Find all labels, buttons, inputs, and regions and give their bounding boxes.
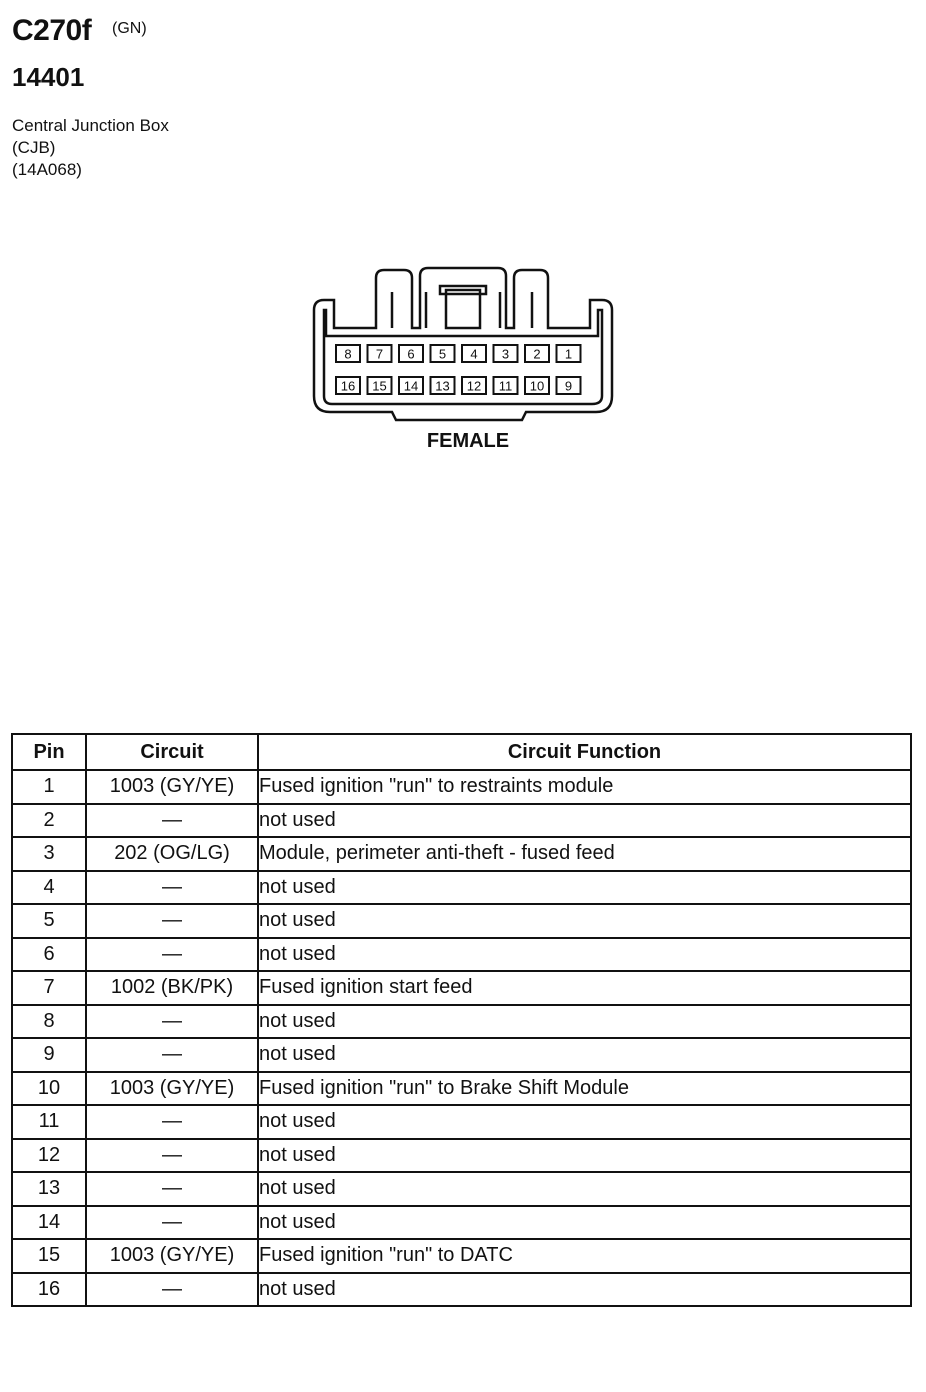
table-header-row <box>12 734 911 770</box>
function-cell: not used <box>258 1005 911 1039</box>
table-row <box>12 1239 911 1273</box>
circuit-cell: — <box>86 1139 258 1173</box>
circuit-cell: — <box>86 1038 258 1072</box>
pin-number-label: 8 <box>344 346 352 362</box>
circuit-cell: — <box>86 938 258 972</box>
table-row <box>12 770 911 804</box>
function-cell: Fused ignition start feed <box>258 971 911 1005</box>
pin-number-label: 11 <box>498 378 513 394</box>
table-row <box>12 837 911 871</box>
pin-number-label: 5 <box>438 346 447 362</box>
connector-id: C270f <box>12 14 92 47</box>
pin-number-label: 7 <box>375 346 384 362</box>
circuit-cell: — <box>86 1105 258 1139</box>
pin-cell: 12 <box>12 1139 86 1173</box>
connector-gender-label: FEMALE <box>426 430 510 452</box>
pin-cell: 10 <box>12 1072 86 1106</box>
table-row <box>12 871 911 905</box>
pin-number-label: 3 <box>501 346 510 362</box>
pin-number-label: 12 <box>466 378 482 394</box>
table-row <box>12 1139 911 1173</box>
pin-cell: 7 <box>12 971 86 1005</box>
function-cell: Module, perimeter anti-theft - fused feed <box>258 837 911 871</box>
pin-number-label: 4 <box>470 346 478 362</box>
circuit-cell: 1003 (GY/YE) <box>86 1239 258 1273</box>
table-row <box>12 1105 911 1139</box>
pin-cell: 2 <box>12 804 86 838</box>
column-header-pin: Pin <box>12 734 86 770</box>
function-cell: not used <box>258 938 911 972</box>
pin-cell: 5 <box>12 904 86 938</box>
circuit-cell: 202 (OG/LG) <box>86 837 258 871</box>
pin-number-label: 15 <box>372 378 387 394</box>
function-cell: not used <box>258 904 911 938</box>
pin-number-label: 1 <box>564 346 573 362</box>
table-row <box>12 1038 911 1072</box>
pin-cell: 13 <box>12 1172 86 1206</box>
table-row <box>12 1172 911 1206</box>
table-row <box>12 904 911 938</box>
circuit-cell: 1002 (BK/PK) <box>86 971 258 1005</box>
pin-cell: 11 <box>12 1105 86 1139</box>
function-cell: not used <box>258 871 911 905</box>
pin-cell: 4 <box>12 871 86 905</box>
pin-cell: 1 <box>12 770 86 804</box>
column-header-circuit-function: Circuit Function <box>258 734 911 770</box>
color-code: (GN) <box>112 20 147 37</box>
circuit-cell: — <box>86 1206 258 1240</box>
circuit-cell: — <box>86 804 258 838</box>
function-cell: not used <box>258 1273 911 1307</box>
pinout-table <box>11 733 912 1307</box>
function-cell: Fused ignition "run" to DATC <box>258 1239 911 1273</box>
table-row <box>12 938 911 972</box>
column-header-circuit: Circuit <box>86 734 258 770</box>
function-cell: not used <box>258 1139 911 1173</box>
circuit-cell: 1003 (GY/YE) <box>86 770 258 804</box>
circuit-cell: — <box>86 871 258 905</box>
table-row <box>12 1206 911 1240</box>
description-line: (CJB) <box>12 138 56 157</box>
pin-cell: 16 <box>12 1273 86 1307</box>
pin-cell: 15 <box>12 1239 86 1273</box>
description-line: (14A068) <box>12 160 82 179</box>
circuit-cell: 1003 (GY/YE) <box>86 1072 258 1106</box>
circuit-cell: — <box>86 1172 258 1206</box>
pin-number-label: 2 <box>533 346 541 362</box>
connector-diagram <box>300 262 630 428</box>
circuit-cell: — <box>86 1273 258 1307</box>
pin-cell: 6 <box>12 938 86 972</box>
pin-cell: 9 <box>12 1038 86 1072</box>
table-row <box>12 804 911 838</box>
pin-number-label: 16 <box>340 378 356 394</box>
function-cell: not used <box>258 804 911 838</box>
circuit-cell: — <box>86 1005 258 1039</box>
table-row <box>12 1273 911 1307</box>
pin-cell: 8 <box>12 1005 86 1039</box>
pin-number-label: 14 <box>403 378 419 394</box>
pin-number-label: 13 <box>435 378 450 394</box>
function-cell: not used <box>258 1206 911 1240</box>
table-row <box>12 1005 911 1039</box>
pin-number-label: 9 <box>564 378 573 394</box>
function-cell: Fused ignition "run" to restraints module <box>258 770 911 804</box>
table-row <box>12 1072 911 1106</box>
pin-cell: 3 <box>12 837 86 871</box>
function-cell: not used <box>258 1038 911 1072</box>
circuit-cell: — <box>86 904 258 938</box>
pin-number-label: 10 <box>529 378 545 394</box>
table-row <box>12 971 911 1005</box>
pin-number-label: 6 <box>407 346 415 362</box>
function-cell: Fused ignition "run" to Brake Shift Module <box>258 1072 911 1106</box>
pin-cell: 14 <box>12 1206 86 1240</box>
function-cell: not used <box>258 1172 911 1206</box>
function-cell: not used <box>258 1105 911 1139</box>
description-line: Central Junction Box <box>12 116 169 135</box>
part-number: 14401 <box>12 62 85 92</box>
